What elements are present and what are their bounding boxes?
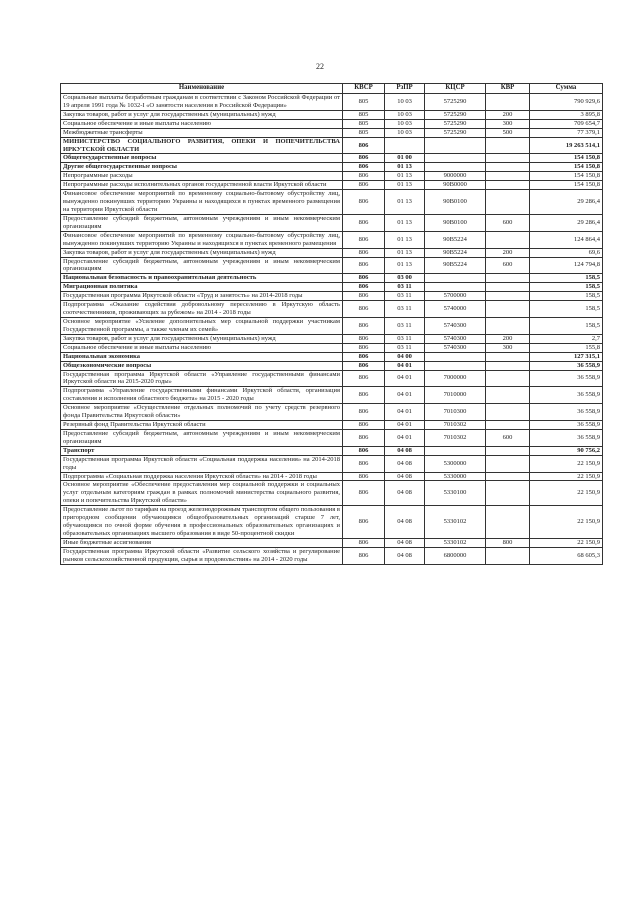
cell-kvr	[486, 404, 530, 421]
cell-rzpr	[385, 137, 425, 154]
cell-name: Основное мероприятие «Осуществление отдельных полномочий по учету средств резервного фонда Правительства Иркутской области»	[61, 404, 343, 421]
cell-kvr	[486, 446, 530, 455]
cell-name: Социальное обеспечение и иные выплаты населению	[61, 119, 343, 128]
cell-kvr	[486, 352, 530, 361]
cell-kvsr: 806	[343, 446, 385, 455]
cell-kvsr: 806	[343, 214, 385, 231]
column-header-rzpr: РзПР	[385, 84, 425, 94]
table-row	[61, 404, 603, 421]
column-header-kvr: КВР	[486, 84, 530, 94]
table-row	[61, 94, 603, 111]
cell-kvsr: 806	[343, 547, 385, 564]
cell-kvsr: 806	[343, 163, 385, 172]
cell-name: Непрограммные расходы	[61, 172, 343, 181]
cell-kvr	[486, 472, 530, 481]
cell-rzpr: 04 01	[385, 429, 425, 446]
cell-kcsr	[425, 361, 486, 370]
cell-kcsr	[425, 352, 486, 361]
cell-kvr	[486, 154, 530, 163]
cell-name: Подпрограмма «Оказание содействия добровольному переселению в Иркутскую область соотечественников, проживающих за рубежом» на 2014 - 2018 годы	[61, 301, 343, 318]
cell-name: Государственная программа Иркутской области «Труд и занятость» на 2014-2018 годы	[61, 292, 343, 301]
cell-rzpr: 04 01	[385, 361, 425, 370]
cell-kvsr: 805	[343, 94, 385, 111]
budget-table	[60, 83, 603, 565]
table-row	[61, 301, 603, 318]
table-row	[61, 421, 603, 430]
cell-rzpr: 10 03	[385, 110, 425, 119]
cell-rzpr: 04 08	[385, 446, 425, 455]
cell-sum: 19 263 514,1	[530, 137, 603, 154]
cell-rzpr: 03 00	[385, 274, 425, 283]
table-row	[61, 455, 603, 472]
cell-kvsr: 806	[343, 283, 385, 292]
cell-kvsr: 806	[343, 317, 385, 334]
cell-rzpr: 03 11	[385, 334, 425, 343]
cell-name: Финансовое обеспечение мероприятий по временному социально-бытовому обустройству лиц, вынужденно покинувших территорию Украины и находящихся в пунктах временного размещения	[61, 231, 343, 248]
table-row	[61, 538, 603, 547]
cell-name: Транспорт	[61, 446, 343, 455]
cell-name: Основное мероприятие «Усиление дополнительных мер социальной поддержки участникам Государственной программы, а также членам их семей»	[61, 317, 343, 334]
cell-kcsr: 5330102	[425, 506, 486, 539]
table-row	[61, 274, 603, 283]
table-body	[61, 94, 603, 565]
cell-kcsr: 90В5224	[425, 231, 486, 248]
table-row	[61, 334, 603, 343]
cell-name: Социальное обеспечение и иные выплаты населению	[61, 343, 343, 352]
cell-kcsr: 7010302	[425, 429, 486, 446]
cell-sum: 22 150,9	[530, 455, 603, 472]
table-row	[61, 361, 603, 370]
cell-kcsr: 7000000	[425, 370, 486, 387]
cell-rzpr: 01 13	[385, 248, 425, 257]
cell-kvsr: 806	[343, 352, 385, 361]
cell-rzpr: 03 11	[385, 301, 425, 318]
cell-rzpr: 01 13	[385, 172, 425, 181]
cell-sum: 790 929,6	[530, 94, 603, 111]
cell-name: Социальные выплаты безработным гражданам в соответствии с Законом Российской Федерации от 19 апреля 1991 года № 1032-I «О занятости населения в Российской Федерации»	[61, 94, 343, 111]
cell-kvr	[486, 292, 530, 301]
cell-sum: 69,6	[530, 248, 603, 257]
cell-kvr: 200	[486, 248, 530, 257]
cell-kvr	[486, 274, 530, 283]
cell-kvsr: 806	[343, 154, 385, 163]
cell-rzpr: 10 03	[385, 119, 425, 128]
cell-kvsr: 806	[343, 274, 385, 283]
cell-kvsr: 806	[343, 248, 385, 257]
cell-kcsr	[425, 137, 486, 154]
cell-kvr: 500	[486, 128, 530, 137]
cell-kvr	[486, 317, 530, 334]
cell-kvsr: 806	[343, 421, 385, 430]
cell-kcsr: 9000000	[425, 172, 486, 181]
cell-kvr	[486, 481, 530, 506]
cell-sum: 127 315,1	[530, 352, 603, 361]
table-row	[61, 137, 603, 154]
cell-kvr	[486, 455, 530, 472]
cell-rzpr: 01 13	[385, 214, 425, 231]
cell-kcsr: 7010300	[425, 404, 486, 421]
cell-kcsr: 5725290	[425, 128, 486, 137]
cell-kvsr: 806	[343, 231, 385, 248]
cell-kvr	[486, 181, 530, 190]
cell-kvr	[486, 163, 530, 172]
cell-rzpr: 10 03	[385, 128, 425, 137]
cell-rzpr: 04 01	[385, 370, 425, 387]
cell-sum: 22 150,9	[530, 506, 603, 539]
cell-kvsr: 806	[343, 301, 385, 318]
column-header-kcsr: КЦСР	[425, 84, 486, 94]
cell-kvr	[486, 172, 530, 181]
table-row	[61, 190, 603, 215]
cell-kvr	[486, 190, 530, 215]
cell-sum: 2,7	[530, 334, 603, 343]
cell-name: Непрограммные расходы исполнительных органов государственной власти Иркутской области	[61, 181, 343, 190]
cell-kvsr: 806	[343, 172, 385, 181]
table-row	[61, 506, 603, 539]
cell-sum: 36 558,9	[530, 404, 603, 421]
table-row	[61, 283, 603, 292]
cell-name: Подпрограмма «Управление государственными финансами Иркутской области, организация составления и исполнения областного бюджета» на 2015 - 2020 годы	[61, 387, 343, 404]
cell-name: Общеэкономические вопросы	[61, 361, 343, 370]
cell-kvsr: 806	[343, 190, 385, 215]
cell-sum: 154 150,8	[530, 154, 603, 163]
cell-kvsr: 805	[343, 119, 385, 128]
cell-kvsr: 806	[343, 257, 385, 274]
cell-sum: 29 286,4	[530, 190, 603, 215]
cell-kvsr: 806	[343, 343, 385, 352]
table-row	[61, 317, 603, 334]
cell-name: Национальная экономика	[61, 352, 343, 361]
cell-kvr	[486, 361, 530, 370]
cell-kvsr: 806	[343, 361, 385, 370]
cell-sum: 158,5	[530, 301, 603, 318]
cell-kcsr: 6800000	[425, 547, 486, 564]
cell-sum: 36 558,9	[530, 421, 603, 430]
table-row	[61, 119, 603, 128]
cell-kvsr: 806	[343, 137, 385, 154]
cell-kcsr: 5300000	[425, 455, 486, 472]
cell-name: Государственная программа Иркутской области «Развитие сельского хозяйства и регулирование рынков сельскохозяйственной продукции, сырья и продовольствия» на 2014 - 2020 годы	[61, 547, 343, 564]
cell-kcsr: 5700000	[425, 292, 486, 301]
table-row	[61, 472, 603, 481]
cell-kvsr: 805	[343, 110, 385, 119]
cell-kvr: 800	[486, 538, 530, 547]
cell-sum: 22 150,9	[530, 481, 603, 506]
cell-sum: 158,5	[530, 317, 603, 334]
table-row	[61, 181, 603, 190]
cell-kcsr: 90В0000	[425, 181, 486, 190]
cell-rzpr: 01 13	[385, 257, 425, 274]
table-row	[61, 163, 603, 172]
cell-sum: 90 756,2	[530, 446, 603, 455]
table-row	[61, 231, 603, 248]
table-row	[61, 214, 603, 231]
cell-kvr: 200	[486, 334, 530, 343]
cell-name: Миграционная политика	[61, 283, 343, 292]
cell-sum: 158,5	[530, 283, 603, 292]
table-row	[61, 128, 603, 137]
cell-kvr	[486, 387, 530, 404]
table-header-row	[61, 84, 603, 94]
cell-sum: 154 150,8	[530, 172, 603, 181]
table-row	[61, 172, 603, 181]
cell-kcsr: 5725290	[425, 94, 486, 111]
cell-sum: 124 864,4	[530, 231, 603, 248]
cell-sum: 154 150,8	[530, 163, 603, 172]
cell-sum: 158,5	[530, 274, 603, 283]
table-row	[61, 547, 603, 564]
cell-sum: 68 605,3	[530, 547, 603, 564]
table-row	[61, 248, 603, 257]
cell-sum: 22 150,9	[530, 538, 603, 547]
cell-sum: 36 558,9	[530, 429, 603, 446]
table-row	[61, 343, 603, 352]
cell-name: Финансовое обеспечение мероприятий по временному социально-бытовому обустройству лиц, вынужденно покинувших территорию Украины и находящихся в пунктах временного размещения на территории Иркутской области	[61, 190, 343, 215]
cell-kcsr	[425, 154, 486, 163]
cell-kvsr: 806	[343, 455, 385, 472]
cell-rzpr: 03 11	[385, 317, 425, 334]
cell-sum: 709 654,7	[530, 119, 603, 128]
cell-kvr: 600	[486, 429, 530, 446]
cell-kcsr: 5740000	[425, 301, 486, 318]
cell-name: Предоставление субсидий бюджетным, автономным учреждениям и иным некоммерческим организациям	[61, 214, 343, 231]
cell-kcsr: 5330102	[425, 538, 486, 547]
cell-rzpr: 01 13	[385, 163, 425, 172]
cell-kvr: 200	[486, 110, 530, 119]
table-row	[61, 387, 603, 404]
cell-kcsr: 5740300	[425, 317, 486, 334]
cell-kvsr: 806	[343, 538, 385, 547]
cell-kvr	[486, 370, 530, 387]
cell-kvr: 300	[486, 119, 530, 128]
page-number: 22	[316, 62, 324, 71]
cell-name: Закупка товаров, работ и услуг для государственных (муниципальных) нужд	[61, 110, 343, 119]
cell-rzpr: 04 01	[385, 421, 425, 430]
table-row	[61, 110, 603, 119]
cell-kcsr: 90В5224	[425, 257, 486, 274]
cell-kvr: 600	[486, 257, 530, 274]
cell-rzpr: 03 11	[385, 343, 425, 352]
cell-kvsr: 805	[343, 128, 385, 137]
cell-kcsr: 5330000	[425, 472, 486, 481]
cell-kcsr: 90В0100	[425, 214, 486, 231]
cell-kvsr: 806	[343, 292, 385, 301]
cell-name: МИНИСТЕРСТВО СОЦИАЛЬНОГО РАЗВИТИЯ, ОПЕКИ И ПОПЕЧИТЕЛЬСТВА ИРКУТСКОЙ ОБЛАСТИ	[61, 137, 343, 154]
cell-name: Предоставление льгот по тарифам на проезд железнодорожным транспортом общего пользования в пригородном сообщении обучающимся общеобразовательных организаций старше 7 лет, обучающимся по очной форме обучения в профессиональных образовательных организациях и образовательных организациях высшего образования в виде 50-процентной скидки	[61, 506, 343, 539]
cell-name: Межбюджетные трансферты	[61, 128, 343, 137]
cell-sum: 36 558,9	[530, 370, 603, 387]
column-header-sum: Сумма	[530, 84, 603, 94]
cell-rzpr: 04 00	[385, 352, 425, 361]
table-row	[61, 292, 603, 301]
cell-name: Государственная программа Иркутской области «Социальная поддержка населения» на 2014-2018 годы	[61, 455, 343, 472]
column-header-name: Наименование	[61, 84, 343, 94]
cell-kvr	[486, 506, 530, 539]
cell-name: Иные бюджетные ассигнования	[61, 538, 343, 547]
cell-kvr	[486, 547, 530, 564]
cell-rzpr: 01 13	[385, 190, 425, 215]
table-row	[61, 154, 603, 163]
cell-kvr: 600	[486, 214, 530, 231]
cell-kvsr: 806	[343, 404, 385, 421]
cell-kcsr: 5725290	[425, 119, 486, 128]
cell-name: Резервный фонд Правительства Иркутской области	[61, 421, 343, 430]
cell-sum: 36 558,9	[530, 387, 603, 404]
cell-kcsr: 5740300	[425, 343, 486, 352]
cell-kcsr	[425, 283, 486, 292]
cell-rzpr: 03 11	[385, 292, 425, 301]
cell-sum: 29 286,4	[530, 214, 603, 231]
cell-sum: 124 794,8	[530, 257, 603, 274]
cell-sum: 154 150,8	[530, 181, 603, 190]
cell-name: Закупка товаров, работ и услуг для государственных (муниципальных) нужд	[61, 248, 343, 257]
cell-rzpr: 04 08	[385, 538, 425, 547]
cell-rzpr: 04 08	[385, 547, 425, 564]
cell-kcsr	[425, 274, 486, 283]
cell-kcsr: 5330100	[425, 481, 486, 506]
cell-rzpr: 10 03	[385, 94, 425, 111]
cell-sum: 36 558,9	[530, 361, 603, 370]
cell-rzpr: 04 08	[385, 455, 425, 472]
cell-name: Закупка товаров, работ и услуг для государственных (муниципальных) нужд	[61, 334, 343, 343]
cell-kvr	[486, 301, 530, 318]
cell-name: Предоставление субсидий бюджетным, автономным учреждениям и иным некоммерческим организациям	[61, 429, 343, 446]
cell-rzpr: 03 11	[385, 283, 425, 292]
cell-kvsr: 806	[343, 181, 385, 190]
cell-rzpr: 04 08	[385, 481, 425, 506]
table-row	[61, 352, 603, 361]
cell-name: Основное мероприятие «Обеспечение предоставления мер социальной поддержки и социальных услуг отдельным категориям граждан в рамках полномочий министерства социального развития, опеки и попечительства Иркутской области»	[61, 481, 343, 506]
cell-sum: 155,8	[530, 343, 603, 352]
cell-kcsr: 7010302	[425, 421, 486, 430]
cell-kvsr: 806	[343, 472, 385, 481]
cell-kcsr: 90В0100	[425, 190, 486, 215]
cell-name: Подпрограмма «Социальная поддержка населения Иркутской области» на 2014 - 2018 годы	[61, 472, 343, 481]
cell-kcsr: 5740300	[425, 334, 486, 343]
cell-kvr	[486, 421, 530, 430]
cell-kcsr: 7010000	[425, 387, 486, 404]
cell-rzpr: 04 01	[385, 404, 425, 421]
cell-sum: 77 379,1	[530, 128, 603, 137]
cell-sum: 3 895,8	[530, 110, 603, 119]
cell-kcsr	[425, 163, 486, 172]
cell-rzpr: 01 13	[385, 181, 425, 190]
cell-rzpr: 01 00	[385, 154, 425, 163]
cell-name: Национальная безопасность и правоохранительная деятельность	[61, 274, 343, 283]
cell-kvsr: 806	[343, 334, 385, 343]
cell-kvr	[486, 231, 530, 248]
table-row	[61, 429, 603, 446]
cell-name: Другие общегосударственные вопросы	[61, 163, 343, 172]
cell-sum: 158,5	[530, 292, 603, 301]
cell-rzpr: 04 01	[385, 387, 425, 404]
table-row	[61, 481, 603, 506]
column-header-kvsr: КВСР	[343, 84, 385, 94]
table-row	[61, 257, 603, 274]
cell-kvr	[486, 137, 530, 154]
cell-kcsr: 5725290	[425, 110, 486, 119]
cell-sum: 22 150,9	[530, 472, 603, 481]
cell-kvsr: 806	[343, 506, 385, 539]
cell-kvr	[486, 283, 530, 292]
cell-kvsr: 806	[343, 429, 385, 446]
cell-kcsr: 90В5224	[425, 248, 486, 257]
cell-rzpr: 04 08	[385, 472, 425, 481]
cell-kvr	[486, 94, 530, 111]
cell-name: Предоставление субсидий бюджетным, автономным учреждениям и иным некоммерческим организациям	[61, 257, 343, 274]
table-row	[61, 446, 603, 455]
cell-rzpr: 04 08	[385, 506, 425, 539]
cell-kvsr: 806	[343, 481, 385, 506]
cell-rzpr: 01 13	[385, 231, 425, 248]
cell-kvsr: 806	[343, 370, 385, 387]
cell-kcsr	[425, 446, 486, 455]
cell-kvr: 300	[486, 343, 530, 352]
table-row	[61, 370, 603, 387]
cell-name: Государственная программа Иркутской области «Управление государственными финансами Иркутской области на 2015-2020 годы»	[61, 370, 343, 387]
cell-name: Общегосударственные вопросы	[61, 154, 343, 163]
cell-kvsr: 806	[343, 387, 385, 404]
